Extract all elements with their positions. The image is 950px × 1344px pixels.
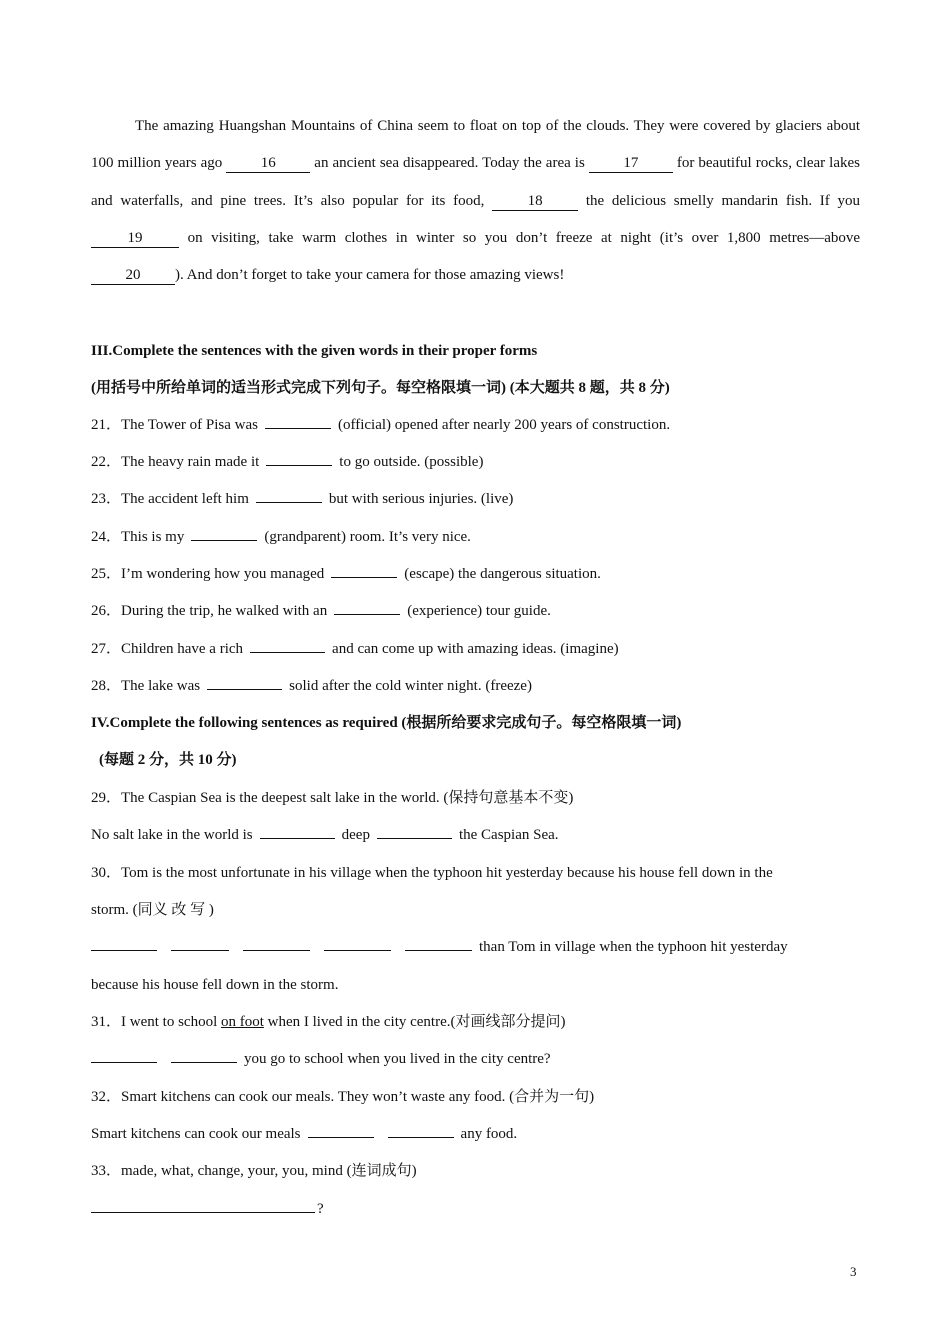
answer-blank-22[interactable]: [266, 452, 332, 466]
answer-blank-31-1[interactable]: [91, 1049, 157, 1063]
answer-blank-31-2[interactable]: [171, 1049, 237, 1063]
answer-blank-21[interactable]: [265, 415, 331, 429]
question-31-answer-line: you go to school when you lived in the city centre?: [91, 1049, 551, 1069]
answer-blank-24[interactable]: [191, 527, 257, 541]
question-29-answer-line: No salt lake in the world is deep the Caspian Sea.: [91, 827, 559, 843]
question-30: 30．Tom is the most unfortunate in his village when the typhoon hit yesterday because his house fell down in the: [91, 865, 773, 881]
answer-blank-27[interactable]: [250, 639, 325, 653]
section-4-subtitle: (每题 2 分，共 10 分): [99, 752, 237, 768]
question-21: 21．The Tower of Pisa was (official) opened after nearly 200 years of construction.: [91, 417, 671, 433]
answer-blank-30-3[interactable]: [243, 937, 310, 951]
question-33-answer-line: ?: [91, 1199, 324, 1219]
question-30-answer-line: than Tom in village when the typhoon hit yesterday: [91, 937, 788, 957]
question-32-answer-line: Smart kitchens can cook our meals any food.: [91, 1126, 518, 1142]
question-25: 25．I’m wondering how you managed (escape) the dangerous situation.: [91, 566, 601, 582]
underlined-phrase: on foot: [220, 1014, 264, 1030]
answer-blank-28[interactable]: [207, 676, 282, 690]
answer-blank-30-1[interactable]: [91, 937, 157, 951]
answer-blank-30-4[interactable]: [324, 937, 391, 951]
answer-blank-30-5[interactable]: [405, 937, 472, 951]
question-30-instruction: storm. (同义 改 写 ): [91, 902, 214, 918]
answer-blank-25[interactable]: [331, 564, 397, 578]
question-22: 22．The heavy rain made it to go outside. (possible): [91, 454, 484, 470]
section-3-subtitle: (用括号中所给单词的适当形式完成下列句子。每空格限填一词) (本大题共 8 题，共 8 分): [91, 380, 670, 396]
section-3-title: III.Complete the sentences with the given words in their proper forms: [91, 343, 538, 359]
blank-17[interactable]: 17: [589, 155, 673, 173]
question-29: 29．The Caspian Sea is the deepest salt lake in the world. (保持句意基本不变): [91, 790, 574, 806]
question-33: 33．made, what, change, your, you, mind (连词成句): [91, 1163, 417, 1179]
question-23: 23．The accident left him but with serious injuries. (live): [91, 491, 514, 507]
answer-blank-33[interactable]: [91, 1199, 315, 1213]
answer-blank-30-2[interactable]: [171, 937, 229, 951]
question-24: 24．This is my (grandparent) room. It’s very nice.: [91, 529, 471, 545]
question-32: 32．Smart kitchens can cook our meals. They won’t waste any food. (合并为一句): [91, 1089, 595, 1105]
question-26: 26．During the trip, he walked with an (experience) tour guide.: [91, 603, 551, 619]
question-28: 28．The lake was solid after the cold winter night. (freeze): [91, 678, 532, 694]
page-number: 3: [850, 1264, 857, 1279]
blank-19[interactable]: 19: [91, 230, 179, 248]
answer-blank-32-2[interactable]: [388, 1124, 454, 1138]
answer-blank-29-1[interactable]: [260, 825, 335, 839]
blank-18[interactable]: 18: [492, 193, 578, 211]
answer-blank-32-1[interactable]: [308, 1124, 374, 1138]
answer-blank-29-2[interactable]: [377, 825, 452, 839]
answer-blank-23[interactable]: [256, 489, 322, 503]
question-30-continuation: because his house fell down in the storm.: [91, 977, 339, 993]
section-4-title: IV.Complete the following sentences as required (根据所给要求完成句子。每空格限填一词): [91, 715, 682, 731]
question-31: 31．I went to school on foot when I lived in the city centre.(对画线部分提问): [91, 1014, 566, 1030]
question-27: 27．Children have a rich and can come up with amazing ideas. (imagine): [91, 641, 619, 657]
cloze-passage: The amazing Huangshan Mountains of China seem to float on top of the clouds. They were covered by glaciers about 100 million years ago 16 an ancient sea disappeared. Today the area is 17 for beautiful rocks, clear lakes and waterfalls, and pine trees. It’s also popular for its food, 18 the delicious smelly mandarin fish. If you 19 on visiting, take warm clothes in winter so you don’t freeze at night (it’s over 1,800 metres—above 20 ). And don’t forget to take your camera for those amazing views!: [91, 118, 861, 284]
answer-blank-26[interactable]: [334, 601, 400, 615]
blank-20[interactable]: 20: [91, 267, 175, 285]
blank-16[interactable]: 16: [226, 155, 310, 173]
